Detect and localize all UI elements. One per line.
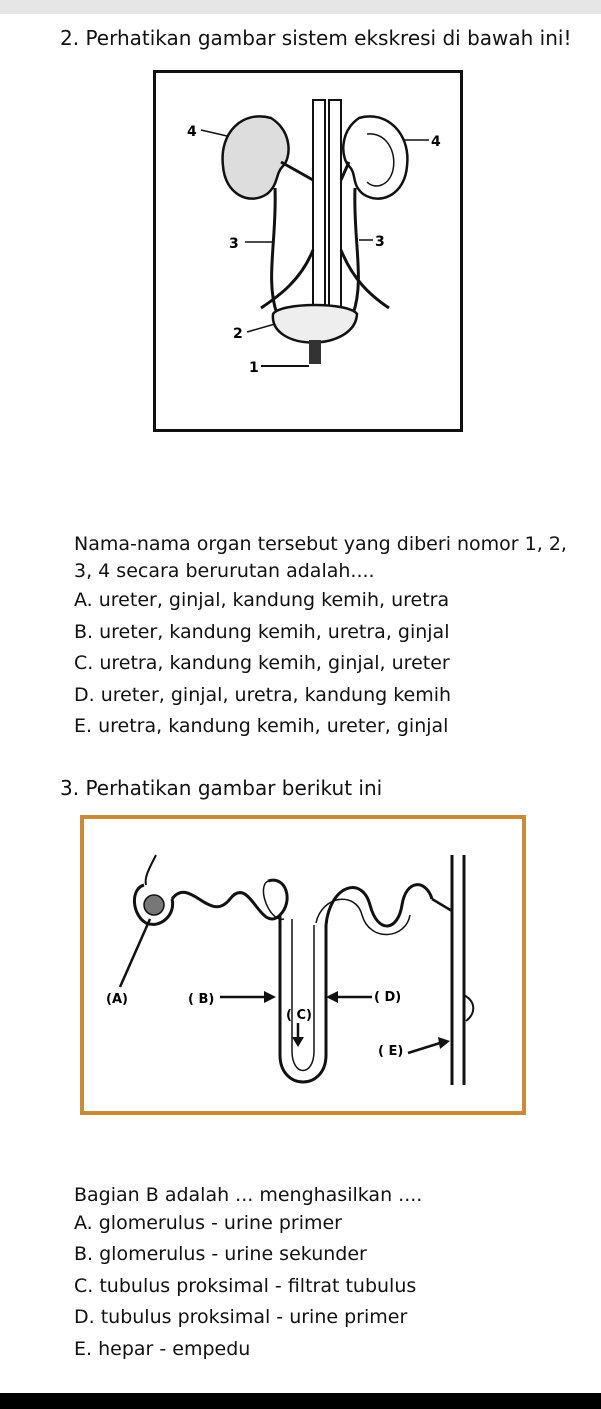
label-3-left: 3	[229, 236, 239, 252]
label-2: 2	[233, 326, 243, 342]
nephron-frame	[82, 817, 524, 1113]
question-3-option-b[interactable]: B. glomerulus - urine sekunder	[74, 1243, 367, 1265]
question-2-title: 2. Perhatikan gambar sistem ekskresi di bawah ini!	[60, 26, 572, 50]
label-c: ( C)	[286, 1008, 312, 1023]
label-a: (A)	[106, 992, 128, 1007]
question-3-stem: Bagian B adalah ... menghasilkan ....	[74, 1184, 423, 1206]
nephron-figure	[80, 815, 526, 1115]
label-d: ( D)	[374, 990, 402, 1005]
question-2-option-e[interactable]: E. uretra, kandung kemih, ureter, ginjal	[74, 715, 449, 737]
question-3-title: 3. Perhatikan gambar berikut ini	[60, 776, 383, 800]
figure-frame	[155, 72, 462, 431]
question-2-option-b[interactable]: B. ureter, kandung kemih, uretra, ginjal	[74, 621, 450, 643]
question-2-option-c[interactable]: C. uretra, kandung kemih, ginjal, ureter	[74, 652, 450, 674]
label-4-left: 4	[187, 124, 197, 140]
excretory-system-figure	[153, 70, 463, 432]
urethra	[309, 340, 321, 364]
glomerulus	[144, 895, 164, 915]
question-3-option-d[interactable]: D. tubulus proksimal - urine primer	[74, 1306, 408, 1328]
bottom-bar	[0, 1393, 601, 1409]
aorta	[313, 100, 325, 330]
question-2-option-d[interactable]: D. ureter, ginjal, uretra, kandung kemih	[74, 684, 452, 706]
question-2-option-a[interactable]: A. ureter, ginjal, kandung kemih, uretra	[74, 589, 450, 611]
label-b: ( B)	[188, 992, 215, 1007]
question-2-stem-line-1: Nama-nama organ tersebut yang diberi nomor 1, 2,	[74, 533, 567, 555]
label-1: 1	[249, 360, 259, 376]
vena-cava	[329, 100, 341, 330]
question-3-option-e[interactable]: E. hepar - empedu	[74, 1338, 251, 1360]
label-e: ( E)	[378, 1044, 404, 1059]
top-bar	[0, 0, 601, 14]
label-3-right: 3	[375, 234, 385, 250]
label-4-right: 4	[431, 134, 441, 150]
question-3-option-a[interactable]: A. glomerulus - urine primer	[74, 1212, 342, 1234]
question-2-stem-line-2: 3, 4 secara berurutan adalah....	[74, 560, 375, 582]
question-3-option-c[interactable]: C. tubulus proksimal - filtrat tubulus	[74, 1275, 417, 1297]
